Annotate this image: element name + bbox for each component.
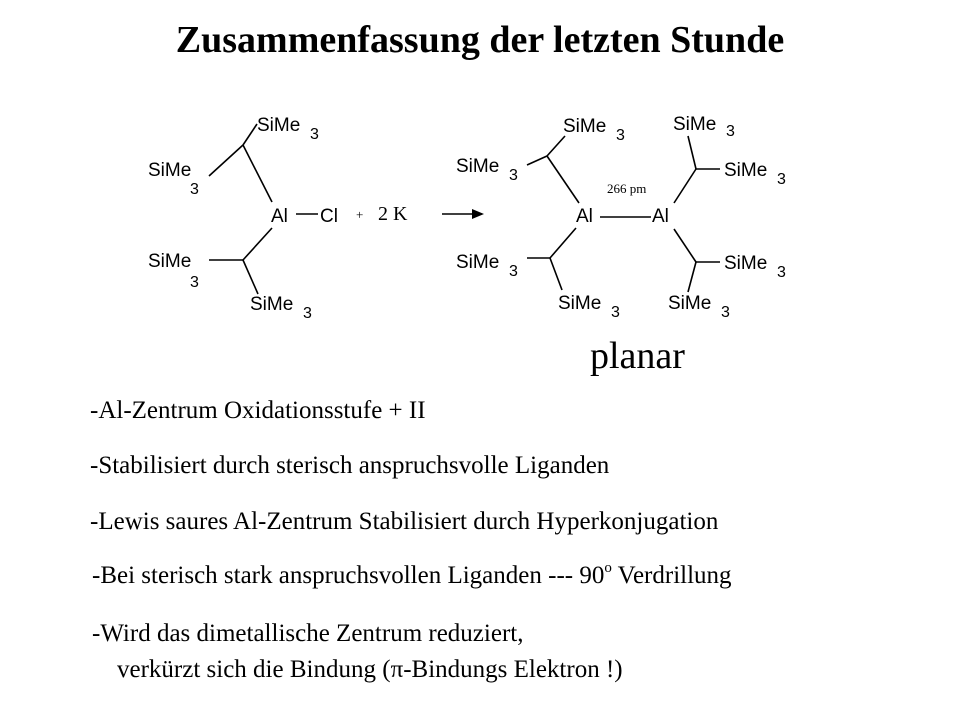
subscript-3: 3 [616, 127, 625, 144]
planar-caption: planar [590, 335, 685, 377]
sime3-label: SiMe [563, 116, 607, 137]
cl-atom: Cl [320, 206, 338, 227]
bullet-oxidation-state: -Al-Zentrum Oxidationsstufe + II [90, 397, 426, 424]
bullet-steric-stabilization: -Stabilisiert durch sterisch anspruchsvolle Liganden [90, 452, 610, 479]
bond [547, 156, 579, 203]
subscript-3: 3 [190, 274, 199, 291]
bullet-twist-suffix: Verdrillung [611, 562, 732, 589]
bond [688, 262, 696, 292]
al-atom: Al [652, 206, 669, 227]
arrow-head [472, 209, 484, 219]
bond [688, 136, 696, 169]
bond [209, 145, 243, 176]
bond [547, 136, 565, 156]
sime3-label: SiMe [668, 293, 712, 314]
plus-sign: + [356, 207, 364, 222]
sime3-label: SiMe [558, 293, 602, 314]
al-atom: Al [271, 206, 288, 227]
bullet-bond-suffix: -Bindungs Elektron !) [403, 656, 623, 683]
subscript-3: 3 [777, 264, 786, 281]
bond [527, 156, 547, 165]
bond [550, 228, 576, 258]
sime3-label: SiMe [148, 251, 192, 272]
sime3-label: SiMe [456, 252, 500, 273]
subscript-3: 3 [190, 181, 199, 198]
sime3-label: SiMe [456, 156, 500, 177]
sime3-label: SiMe [673, 114, 717, 135]
pi-symbol: π [390, 656, 404, 683]
subscript-3: 3 [303, 305, 312, 322]
bond [243, 145, 272, 202]
sime3-label: SiMe [257, 115, 301, 136]
subscript-3: 3 [726, 123, 735, 140]
bond [243, 124, 257, 145]
subscript-3: 3 [611, 304, 620, 321]
bullet-bond-shortening [117, 656, 623, 684]
subscript-3: 3 [509, 167, 518, 184]
subscript-3: 3 [509, 263, 518, 280]
bullet-twist [92, 562, 732, 590]
bullet-twist-text: -Bei sterisch stark anspruchsvollen Liganden --- 90 [92, 562, 605, 589]
page-title: Zusammenfassung der letzten Stunde [175, 19, 785, 61]
sime3-label: SiMe [148, 160, 192, 181]
sime3-label: SiMe [250, 294, 294, 315]
bond [243, 260, 258, 294]
bond [550, 258, 562, 290]
subscript-3: 3 [721, 304, 730, 321]
bond [243, 228, 272, 260]
subscript-3: 3 [777, 171, 786, 188]
bond [674, 229, 696, 262]
bond [674, 169, 696, 203]
reagent-label: 2 K [378, 203, 408, 225]
sime3-label: SiMe [724, 253, 768, 274]
subscript-3: 3 [310, 126, 319, 143]
bullet-reduction: -Wird das dimetallische Zentrum reduziert, [92, 620, 524, 647]
sime3-label: SiMe [724, 160, 768, 181]
bullet-bond-text: verkürzt sich die Bindung ( [117, 656, 391, 683]
bond-distance-label: 266 pm [607, 181, 647, 196]
bullet-lewis-acidity: -Lewis saures Al-Zentrum Stabilisiert durch Hyperkonjugation [90, 508, 719, 535]
al-atom: Al [576, 206, 593, 227]
degree-superscript: o [604, 560, 612, 576]
